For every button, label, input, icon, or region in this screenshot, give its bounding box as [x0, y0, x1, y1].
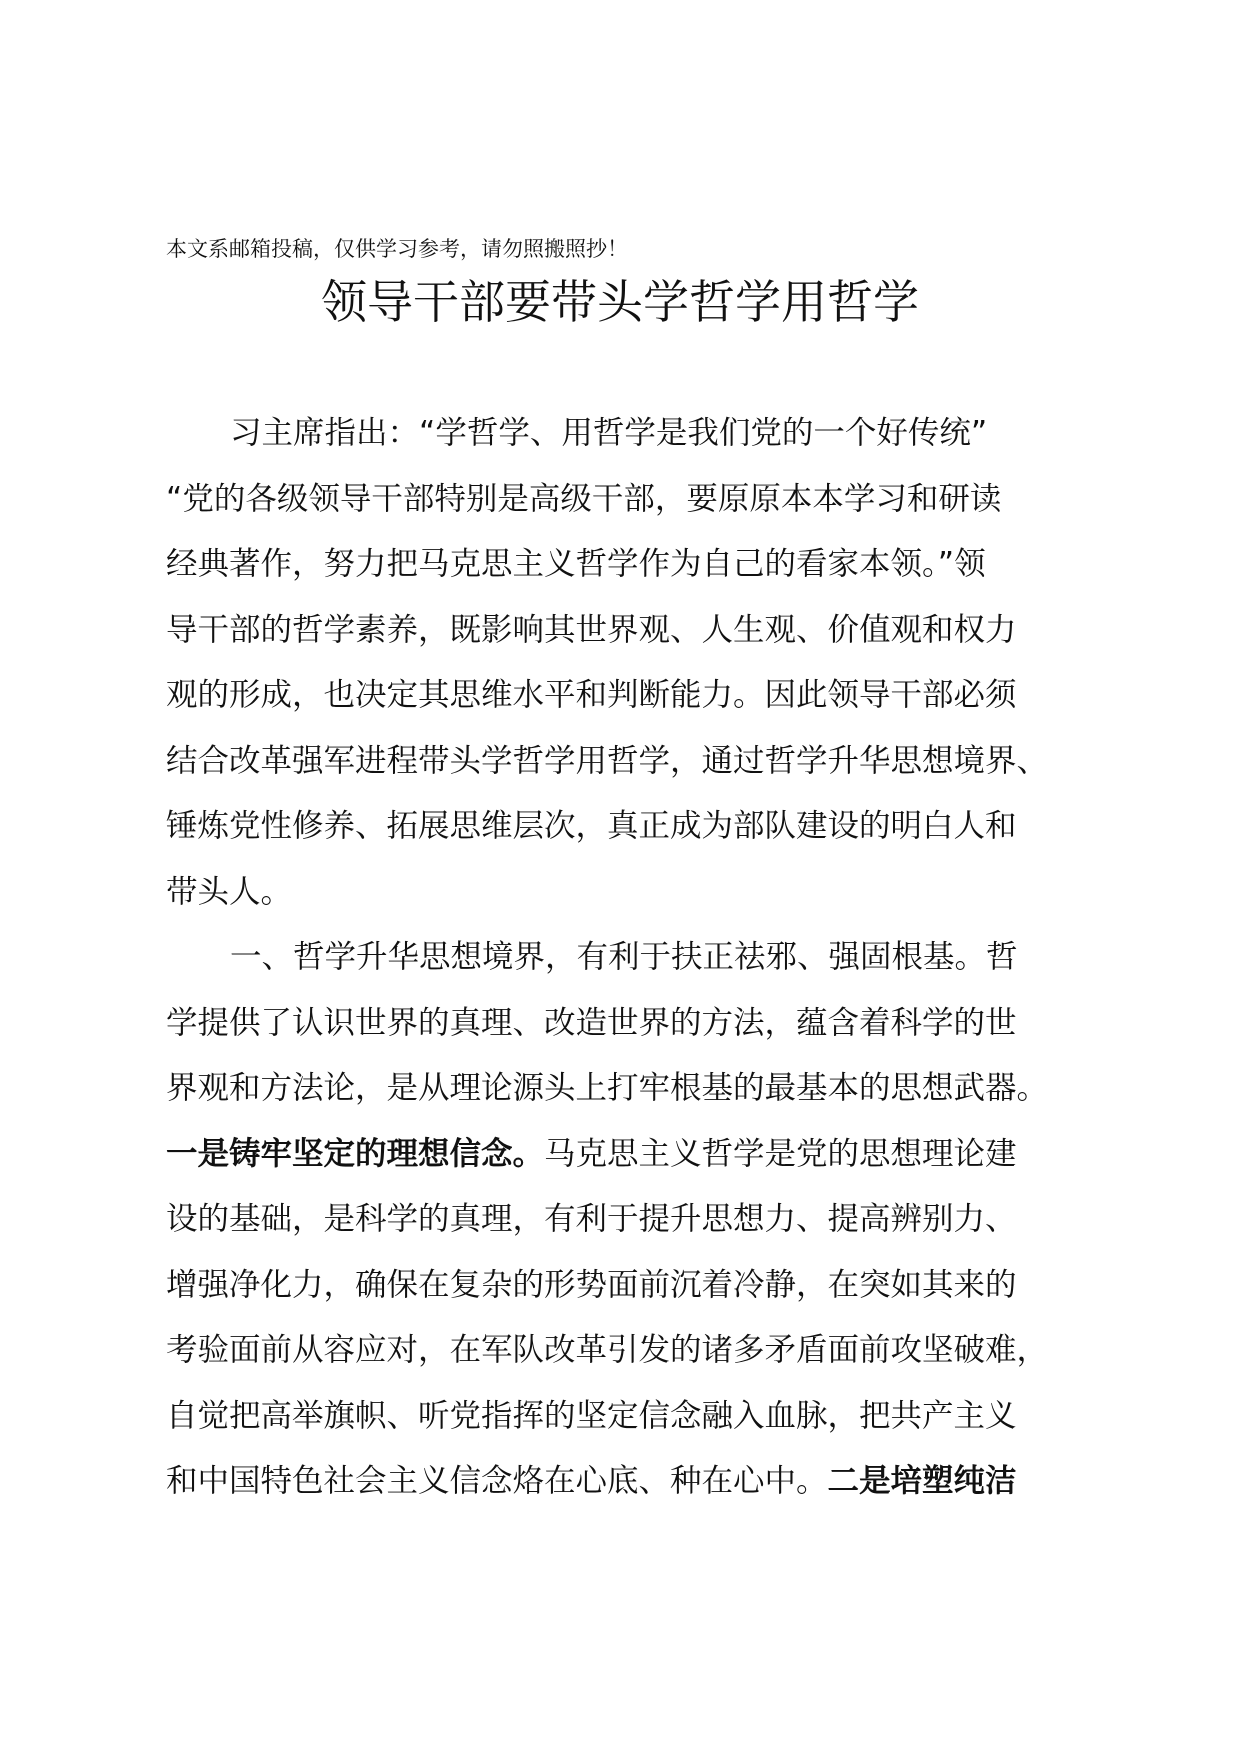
submission-notice: 本文系邮箱投稿，仅供学习参考，请勿照搬照抄！ — [166, 237, 628, 261]
paragraph-line: 界观和方法论，是从理论源头上打牢根基的最基本的思想武器。 — [166, 1070, 1049, 1106]
paragraph-line: 自觉把高举旗帜、听党指挥的坚定信念融入血脉，把共产主义 — [166, 1397, 1017, 1434]
bold-subheading: 一是铸牢坚定的理想信念。 — [166, 1135, 545, 1172]
paragraph-line: 观的形成，也决定其思维水平和判断能力。因此领导干部必须 — [166, 677, 1017, 713]
bold-subheading: 二是培塑纯洁 — [827, 1463, 1017, 1499]
paragraph-line: 设的基础，是科学的真理，有利于提升思想力、提高辨别力、 — [166, 1201, 1017, 1237]
paragraph-line — [166, 1449, 1116, 1515]
paragraph-line: 结合改革强军进程带头学哲学用哲学，通过哲学升华思想境界、 — [166, 742, 1049, 779]
paragraph-text: 马克思主义哲学是党的思想理论建 — [544, 1135, 1017, 1172]
paragraph-line — [166, 1122, 1116, 1188]
paragraph-line: 增强净化力，确保在复杂的形势面前沉着冷静，在突如其来的 — [166, 1266, 1017, 1303]
page-title: 领导干部要带头学哲学用哲学 — [321, 275, 919, 329]
paragraph-line: 习主席指出：“学哲学、用哲学是我们党的一个好传统” — [230, 415, 988, 451]
paragraph-line: “党的各级领导干部特别是高级干部，要原原本本学习和研读 — [166, 480, 1002, 517]
article-body — [166, 401, 1116, 1515]
paragraph-line: 经典著作，努力把马克思主义哲学作为自己的看家本领。”领 — [166, 546, 986, 582]
section-heading-line: 一、哲学升华思想境界，有利于扶正祛邪、强固根基。哲 — [230, 939, 1018, 975]
paragraph-line: 导干部的哲学素养，既影响其世界观、人生观、价值观和权力 — [166, 611, 1017, 648]
paragraph-line: 学提供了认识世界的真理、改造世界的方法，蕴含着科学的世 — [166, 1004, 1017, 1041]
paragraph-line: 带头人。 — [166, 873, 293, 910]
paragraph-line: 考验面前从容应对，在军队改革引发的诸多矛盾面前攻坚破难， — [166, 1332, 1049, 1368]
paragraph-line: 锤炼党性修养、拓展思维层次，真正成为部队建设的明白人和 — [166, 808, 1017, 844]
paragraph-text: 和中国特色社会主义信念烙在心底、种在心中。 — [166, 1463, 828, 1499]
